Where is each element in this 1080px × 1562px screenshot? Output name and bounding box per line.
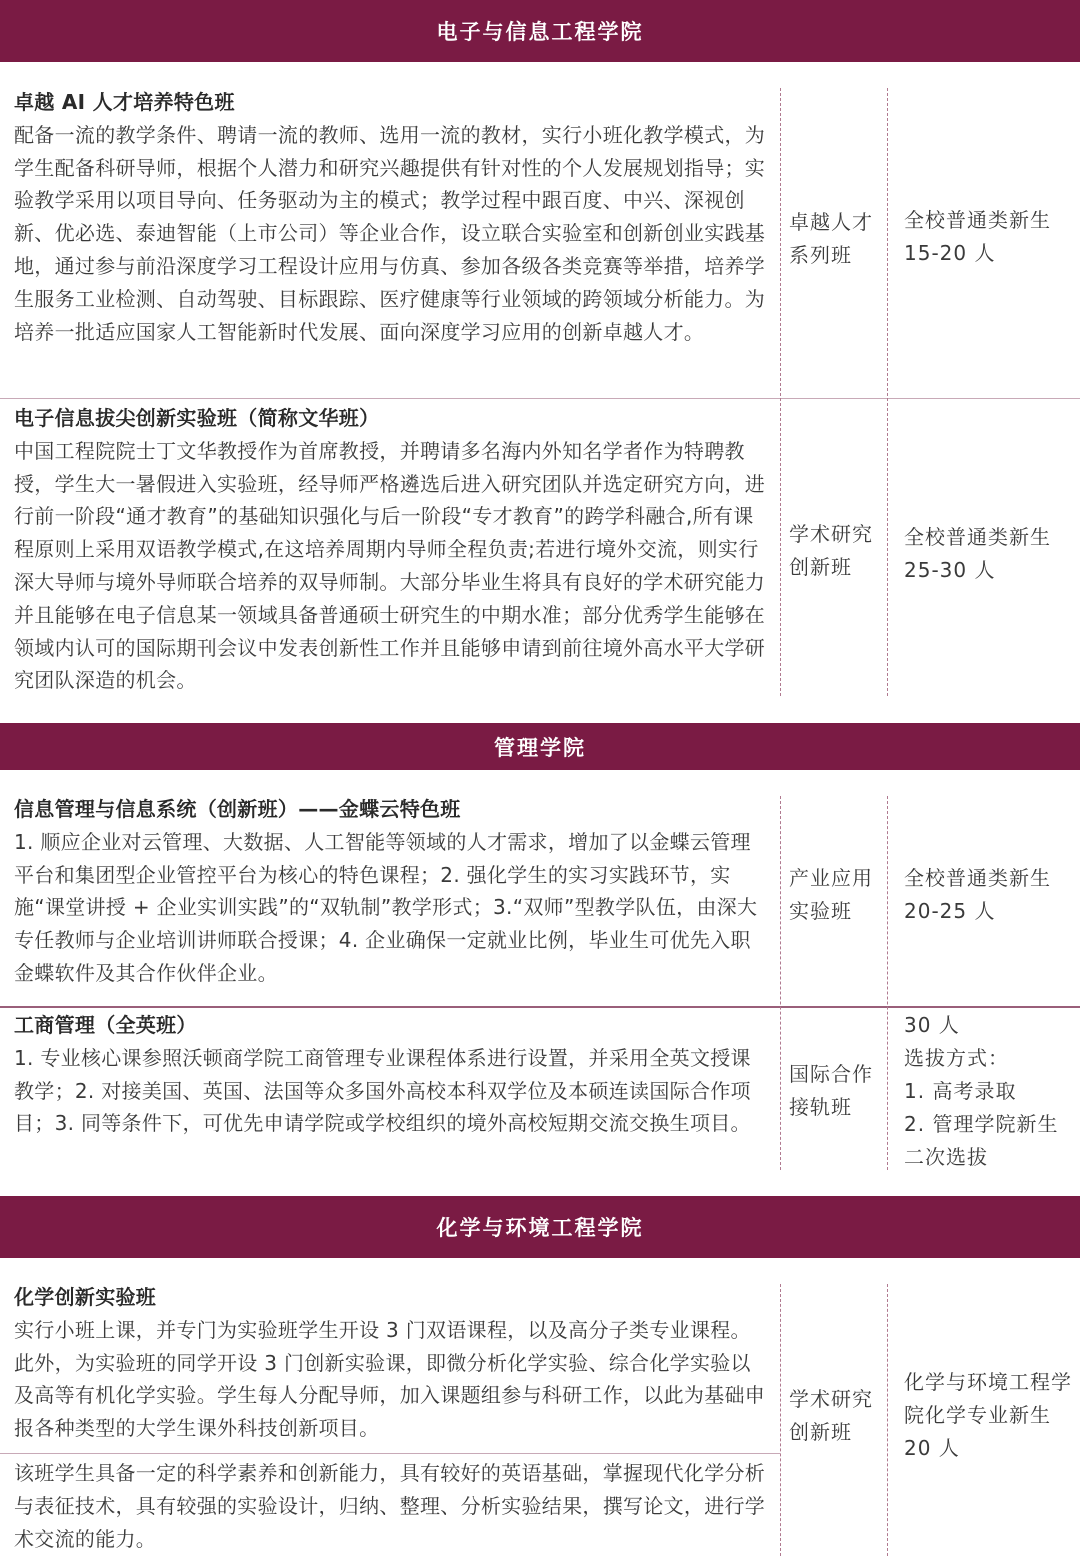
- program-description: [14, 86, 766, 348]
- program-target: [904, 204, 1074, 270]
- program-text: 1. 专业核心课参照沃顿商学院工商管理专业课程体系进行设置，并采用全英文授课教学；2. 对接美国、英国、法国等众多国外高校本科双学位及本硕连读国际合作项目；3. 同等条件下，可优先申请学院或学校组织的境外高校短期交流交换生项目。: [14, 1045, 751, 1136]
- program-description: [14, 402, 766, 697]
- target-line: 全校普通类新生: [904, 525, 1051, 549]
- program-text: 该班学生具备一定的科学素养和创新能力，具有较好的英语基础，掌握现代化学分析与表征技术，具有较强的实验设计，归纳、整理、分析实验结果，撰写论文，进行学术交流的能力。: [14, 1461, 766, 1551]
- column-divider: [887, 1284, 888, 1556]
- program-description: [14, 793, 766, 990]
- row-divider: [0, 398, 1080, 399]
- section-title: 化学与环境工程学院: [436, 1216, 644, 1240]
- program-category: 国际合作接轨班: [789, 1062, 873, 1119]
- program-title: 工商管理（全英班）: [14, 1013, 197, 1037]
- section-title: 电子与信息工程学院: [436, 20, 644, 44]
- column-divider: [780, 796, 781, 1170]
- program-category: 卓越人才系列班: [789, 210, 873, 267]
- program-description: [14, 1281, 766, 1445]
- program-text: 实行小班上课，并专门为实验班学生开设 3 门双语课程，以及高分子类专业课程。此外，为实验班的同学开设 3 门创新实验课，即微分析化学实验、综合化学实验以及高等有机化学实验。学生每人分配导师，加入课题组参与科研工作，以此为基础申报各种类型的大学生课外科技创新项目。: [14, 1317, 766, 1441]
- program-text: 中国工程院院士丁文华教授作为首席教授，并聘请多名海内外知名学者作为特聘教授，学生大一暑假进入实验班，经导师严格遴选后进入研究团队并选定研究方向，进行前一阶段“通才教育”的基础知识强化与后一阶段“专才教育”的跨学科融合,所有课程原则上采用双语教学模式,在这培养周期内导师全程负责;若进行境外交流，则实行深大导师与境外导师联合培养的双导师制。大部分毕业生将具有良好的学术研究能力并且能够在电子信息某一领域具备普通硕士研究生的中期水准；部分优秀学生能够在领域内认可的国际期刊会议中发表创新性工作并且能够申请到前往境外高水平大学研究团队深造的机会。: [14, 438, 766, 693]
- column-divider: [780, 88, 781, 696]
- program-title: 化学创新实验班: [14, 1285, 157, 1309]
- program-target: [904, 1366, 1074, 1465]
- column-divider: [887, 88, 888, 696]
- program-target: [904, 862, 1074, 928]
- target-line: 20-25 人: [904, 899, 996, 923]
- target-line: 全校普通类新生: [904, 208, 1051, 232]
- column-divider: [887, 796, 888, 1170]
- row-divider: [0, 1006, 1080, 1008]
- target-line: 25-30 人: [904, 558, 996, 582]
- program-description: [14, 1009, 766, 1140]
- program-category: 学术研究创新班: [789, 522, 873, 579]
- section-header-chemistry: [0, 1196, 1080, 1258]
- program-title: 信息管理与信息系统（创新班）——金蝶云特色班: [14, 797, 461, 821]
- target-line: 30 人: [904, 1013, 960, 1037]
- program-target: [904, 521, 1074, 587]
- target-line: 2. 管理学院新生二次选拔: [904, 1112, 1059, 1169]
- target-line: 1. 高考录取: [904, 1079, 1017, 1103]
- program-category: 学术研究创新班: [789, 1387, 873, 1444]
- program-category: 产业应用实验班: [789, 866, 873, 923]
- program-text: 1. 顺应企业对云管理、大数据、人工智能等领域的人才需求，增加了以金蝶云管理平台和集团型企业管控平台为核心的特色课程；2. 强化学生的实习实践环节，实施“课堂讲授 + 企业实训实践”的“双轨制”教学形式；3.“双师”型教学队伍，由深大专任教师与企业培训讲师联合授课；4. 企业确保一定就业比例，毕业生可优先入职金蝶软件及其合作伙伴企业。: [14, 829, 758, 985]
- column-divider: [780, 1284, 781, 1556]
- program-description-extra: [14, 1457, 766, 1555]
- row-divider: [0, 1453, 780, 1454]
- target-line: 全校普通类新生: [904, 866, 1051, 890]
- program-target: [904, 1009, 1074, 1174]
- section-title: 管理学院: [494, 735, 586, 760]
- target-line: 15-20 人: [904, 241, 996, 265]
- program-title: 卓越 AI 人才培养特色班: [14, 90, 235, 114]
- target-line: 选拔方式：: [904, 1046, 1009, 1070]
- program-text: 配备一流的教学条件、聘请一流的教师、选用一流的教材，实行小班化教学模式，为学生配备科研导师，根据个人潜力和研究兴趣提供有针对性的个人发展规划指导；实验教学采用以项目导向、任务驱动为主的模式；教学过程中跟百度、中兴、深视创新、优必选、泰迪智能（上市公司）等企业合作，设立联合实验室和创新创业实践基地，通过参与前沿深度学习工程设计应用与仿真、参加各级各类竞赛等举措，培养学生服务工业检测、自动驾驶、目标跟踪、医疗健康等行业领域的跨领域分析能力。为培养一批适应国家人工智能新时代发展、面向深度学习应用的创新卓越人才。: [14, 122, 766, 344]
- section-header-management: [0, 723, 1080, 770]
- section-header-electronics: [0, 0, 1080, 62]
- program-title: 电子信息拔尖创新实验班（简称文华班）: [14, 406, 380, 430]
- target-line: 化学与环境工程学院化学专业新生 20 人: [904, 1370, 1072, 1460]
